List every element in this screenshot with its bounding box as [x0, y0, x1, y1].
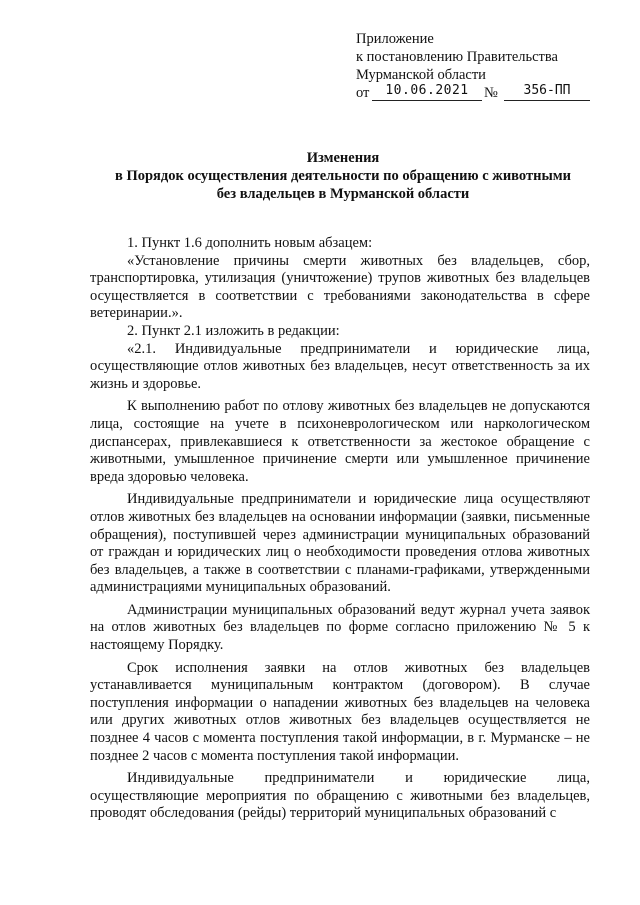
decree-number: 356-ПП [504, 82, 590, 101]
decree-date: 10.06.2021 [372, 82, 482, 101]
appendix-header [356, 30, 571, 104]
paragraph-7: Администрации муниципальных образований ведут журнал учета заявок на отлов животных без владельцев по форме согласно приложению № 5 к настоящему Порядку. [90, 601, 590, 654]
document-body [90, 235, 590, 823]
document-title [90, 149, 596, 203]
paragraph-4: «2.1. Индивидуальные предприниматели и юридические лица, осуществляющие отлов животных без владельцев, несут ответственность за их жизнь и здоровье. [90, 340, 590, 392]
paragraph-1: 1. Пункт 1.6 дополнить новым абзацем: [127, 235, 373, 251]
number-label: № [484, 85, 498, 101]
from-label: от [356, 85, 370, 101]
title-line-3: без владельцев в Мурманской области [216, 186, 470, 202]
paragraph-2: «Установление причины смерти животных без владельцев, сбор, транспортировка, утилизация (уничтожение) трупов животных без владельцев осуществляется в соответствии с требованиями законодательства в сфере ветеринарии.». [90, 252, 590, 322]
paragraph-3: 2. Пункт 2.1 изложить в редакции: [127, 322, 340, 339]
paragraph-9: Индивидуальные предприниматели и юридические лица, осуществляющие мероприятия по обращению с животными без владельцев, проводят обследования (рейды) территорий муниципальных образований с [90, 770, 590, 822]
title-line-2: в Порядок осуществления деятельности по обращению с животными [114, 168, 571, 184]
paragraph-8: Срок исполнения заявки на отлов животных без владельцев устанавливается муниципальным контрактом (договором). В случае поступления информации о нападении животных без владельцев на человека или других животных отлов животных без владельцев осуществляется не позднее 4 часов с момента поступления такой информации, в г. Мурманске – не позднее 2 часов с момента поступления такой информации. [90, 659, 590, 764]
appendix-decree-line: к постановлению Правительства [356, 49, 558, 65]
appendix-label: Приложение [356, 31, 434, 47]
paragraph-6: Индивидуальные предприниматели и юридические лица осуществляют отлов животных без владельцев на основании информации (заявки, письменные обращения), поступившей через администрации муниципальных образований от граждан и юридических лиц о необходимости проведения отлова животных без владельцев, а также в соответствии с планами-графиками, утвержденными администрациями муниципальных образований. [90, 491, 590, 596]
appendix-region-line: Мурманской области [356, 67, 486, 83]
decree-date-number-row [356, 83, 571, 104]
paragraph-5: К выполнению работ по отлову животных без владельцев не допускаются лица, состоящие на учете в психоневрологическом или наркологическом диспансерах, привлекавшиеся к ответственности за жестокое обращение с животными, умышленное причинение смерти или умышленное причинение вреда здоровью человека. [90, 398, 590, 485]
title-line-1: Изменения [306, 150, 380, 166]
